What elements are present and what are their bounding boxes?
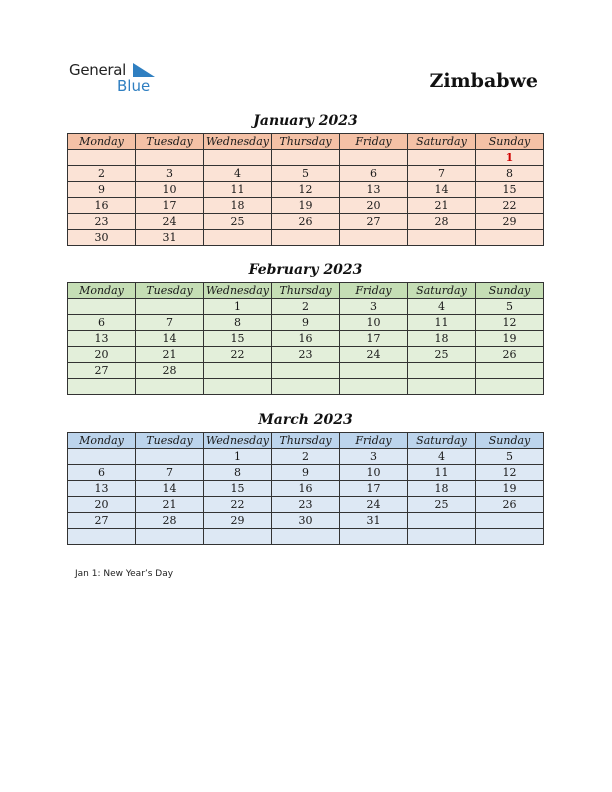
day-cell [408,150,476,166]
day-cell: 26 [476,497,544,513]
day-cell: 27 [68,363,136,379]
day-cell: 19 [476,331,544,347]
weekday-header: Tuesday [136,283,204,299]
day-cell [476,363,544,379]
day-cell: 11 [204,182,272,198]
day-cell: 25 [408,347,476,363]
day-cell: 26 [272,214,340,230]
day-cell: 21 [408,198,476,214]
day-cell [272,150,340,166]
week-row [68,449,544,465]
day-cell [68,299,136,315]
weekday-header: Saturday [408,134,476,150]
day-cell: 9 [68,182,136,198]
day-cell [340,150,408,166]
weekday-header-row [68,134,544,150]
week-row [68,150,544,166]
month-title-january: January 2023 [253,113,358,129]
day-cell: 8 [204,465,272,481]
day-cell: 7 [136,315,204,331]
general-blue-logo [69,61,179,101]
day-cell: 16 [272,331,340,347]
day-cell: 2 [272,449,340,465]
weekday-header: Wednesday [204,283,272,299]
week-row [68,347,544,363]
day-cell: 15 [204,481,272,497]
week-row [68,166,544,182]
day-cell: 3 [340,449,408,465]
week-row [68,481,544,497]
day-cell [272,379,340,395]
day-cell: 22 [204,497,272,513]
week-row [68,214,544,230]
weekday-header-row [68,433,544,449]
day-cell: 20 [340,198,408,214]
day-cell: 6 [68,465,136,481]
day-cell [272,230,340,246]
weekday-header: Monday [68,283,136,299]
day-cell: 17 [340,481,408,497]
week-row [68,198,544,214]
day-cell: 24 [136,214,204,230]
day-cell: 12 [476,315,544,331]
day-cell: 13 [68,331,136,347]
calendar-body [68,150,544,246]
logo-triangle-icon [133,63,155,77]
calendar-march [67,432,544,545]
weekday-header: Tuesday [136,433,204,449]
week-row [68,299,544,315]
day-cell: 27 [68,513,136,529]
day-cell [476,230,544,246]
week-row [68,182,544,198]
day-cell: 12 [476,465,544,481]
day-cell: 7 [136,465,204,481]
day-cell [68,379,136,395]
month-title-march: March 2023 [258,412,353,428]
day-cell: 29 [204,513,272,529]
day-cell: 10 [136,182,204,198]
day-cell: 24 [340,497,408,513]
weekday-header: Thursday [272,134,340,150]
day-cell: 4 [204,166,272,182]
calendar-body [68,299,544,395]
day-cell: 22 [204,347,272,363]
day-cell: 1 [204,299,272,315]
country-title: Zimbabwe [429,70,538,92]
day-cell: 31 [340,513,408,529]
day-cell [68,529,136,545]
day-cell: 22 [476,198,544,214]
day-cell [408,363,476,379]
day-cell: 25 [204,214,272,230]
day-cell: 14 [408,182,476,198]
day-cell [204,150,272,166]
holiday-day-cell: 1 [476,150,544,166]
day-cell: 17 [136,198,204,214]
day-cell: 5 [476,299,544,315]
day-cell [272,529,340,545]
week-row [68,513,544,529]
logo-blue-text: Blue [117,77,151,95]
day-cell: 31 [136,230,204,246]
week-row [68,529,544,545]
day-cell [136,529,204,545]
day-cell: 28 [136,363,204,379]
weekday-header: Friday [340,134,408,150]
day-cell: 20 [68,347,136,363]
day-cell: 14 [136,331,204,347]
day-cell: 4 [408,299,476,315]
day-cell [68,449,136,465]
day-cell: 18 [408,481,476,497]
day-cell [408,379,476,395]
weekday-header: Thursday [272,283,340,299]
holiday-note: Jan 1: New Year’s Day [75,569,174,579]
day-cell: 16 [68,198,136,214]
day-cell: 12 [272,182,340,198]
day-cell: 11 [408,465,476,481]
day-cell: 9 [272,465,340,481]
calendar-body [68,449,544,545]
day-cell: 19 [272,198,340,214]
day-cell: 5 [476,449,544,465]
day-cell [204,379,272,395]
week-row [68,315,544,331]
day-cell [272,363,340,379]
week-row [68,497,544,513]
day-cell: 30 [272,513,340,529]
day-cell [204,529,272,545]
day-cell [408,513,476,529]
day-cell: 21 [136,347,204,363]
day-cell: 25 [408,497,476,513]
week-row [68,379,544,395]
day-cell: 16 [272,481,340,497]
weekday-header: Friday [340,283,408,299]
day-cell: 18 [204,198,272,214]
day-cell: 15 [204,331,272,347]
week-row [68,230,544,246]
logo-general-text: General [69,61,127,79]
weekday-header-row [68,283,544,299]
day-cell: 6 [68,315,136,331]
calendar-january [67,133,544,246]
day-cell: 8 [204,315,272,331]
day-cell [136,299,204,315]
day-cell [204,363,272,379]
day-cell: 18 [408,331,476,347]
day-cell: 30 [68,230,136,246]
day-cell: 6 [340,166,408,182]
weekday-header: Monday [68,433,136,449]
calendar-february [67,282,544,395]
day-cell: 13 [68,481,136,497]
day-cell: 13 [340,182,408,198]
weekday-header: Thursday [272,433,340,449]
weekday-header: Tuesday [136,134,204,150]
week-row [68,363,544,379]
day-cell: 23 [272,497,340,513]
day-cell: 9 [272,315,340,331]
day-cell: 28 [408,214,476,230]
day-cell: 2 [68,166,136,182]
weekday-header: Saturday [408,283,476,299]
weekday-header: Sunday [476,134,544,150]
day-cell: 7 [408,166,476,182]
weekday-header: Saturday [408,433,476,449]
day-cell [136,379,204,395]
day-cell: 3 [136,166,204,182]
day-cell: 24 [340,347,408,363]
day-cell: 26 [476,347,544,363]
day-cell: 8 [476,166,544,182]
day-cell: 4 [408,449,476,465]
day-cell: 10 [340,465,408,481]
weekday-header: Wednesday [204,134,272,150]
day-cell [408,230,476,246]
day-cell: 15 [476,182,544,198]
day-cell: 23 [68,214,136,230]
day-cell: 3 [340,299,408,315]
day-cell [68,150,136,166]
month-title-february: February 2023 [248,262,363,278]
day-cell [204,230,272,246]
day-cell [340,230,408,246]
day-cell [476,513,544,529]
day-cell: 23 [272,347,340,363]
day-cell [340,363,408,379]
day-cell: 11 [408,315,476,331]
day-cell: 21 [136,497,204,513]
day-cell: 10 [340,315,408,331]
day-cell: 5 [272,166,340,182]
weekday-header: Wednesday [204,433,272,449]
day-cell [136,449,204,465]
day-cell: 27 [340,214,408,230]
day-cell [340,529,408,545]
day-cell: 14 [136,481,204,497]
day-cell: 17 [340,331,408,347]
day-cell: 2 [272,299,340,315]
week-row [68,465,544,481]
day-cell: 29 [476,214,544,230]
weekday-header: Sunday [476,283,544,299]
day-cell: 28 [136,513,204,529]
day-cell [340,379,408,395]
week-row [68,331,544,347]
day-cell: 1 [204,449,272,465]
day-cell: 19 [476,481,544,497]
day-cell [476,379,544,395]
weekday-header: Sunday [476,433,544,449]
weekday-header: Friday [340,433,408,449]
day-cell [476,529,544,545]
weekday-header: Monday [68,134,136,150]
day-cell [408,529,476,545]
day-cell [136,150,204,166]
day-cell: 20 [68,497,136,513]
